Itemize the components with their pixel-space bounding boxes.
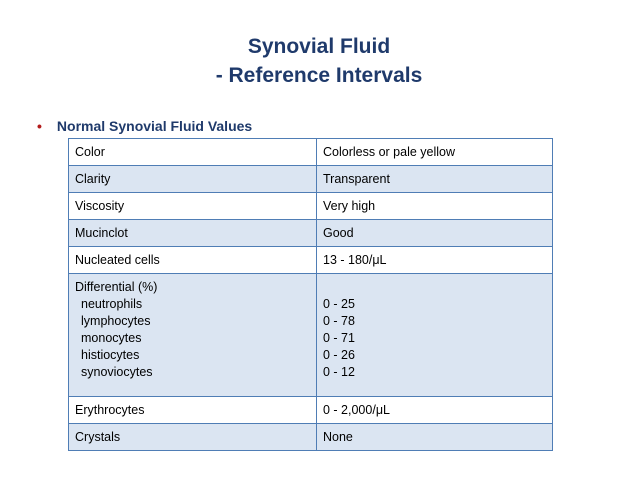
differential-item-label: neutrophils [81, 297, 143, 311]
row-label: Mucinclot [69, 220, 317, 247]
row-label: Nucleated cells [69, 247, 317, 274]
row-label: Erythrocytes [69, 397, 317, 424]
differential-item-value: 0 - 12 [323, 365, 355, 379]
differential-item-value: 0 - 78 [323, 314, 355, 328]
row-value: None [317, 424, 553, 451]
differential-item-value: 0 - 26 [323, 348, 355, 362]
table-row [69, 139, 553, 166]
bullet-icon: • [37, 118, 42, 134]
row-value: Transparent [317, 166, 553, 193]
differential-heading: Differential (%) [75, 280, 158, 294]
differential-item-label: lymphocytes [81, 314, 151, 328]
reference-table [68, 138, 553, 451]
differential-item-label: monocytes [81, 331, 142, 345]
row-value: Colorless or pale yellow [317, 139, 553, 166]
differential-item-label: synoviocytes [81, 365, 153, 379]
row-value: Very high [317, 193, 553, 220]
row-label: Crystals [69, 424, 317, 451]
table-row [69, 193, 553, 220]
table-row-differential [69, 274, 553, 397]
bullet-heading [37, 118, 252, 134]
differential-item-value: 0 - 25 [323, 297, 355, 311]
page-subtitle: - Reference Intervals [215, 64, 423, 87]
bullet-heading-text: Normal Synovial Fluid Values [56, 118, 253, 134]
page-title: Synovial Fluid [247, 35, 391, 58]
row-label: Color [69, 139, 317, 166]
row-label: Viscosity [69, 193, 317, 220]
table-row [69, 247, 553, 274]
table-row [69, 166, 553, 193]
table-row [69, 220, 553, 247]
differential-labels [69, 274, 317, 397]
table-row [69, 397, 553, 424]
row-label: Clarity [69, 166, 317, 193]
row-value: 13 - 180/μL [317, 247, 553, 274]
row-value: Good [317, 220, 553, 247]
table-row [69, 424, 553, 451]
differential-values [317, 274, 553, 397]
differential-item-label: histiocytes [81, 348, 140, 362]
differential-item-value: 0 - 71 [323, 331, 355, 345]
row-value: 0 - 2,000/μL [317, 397, 553, 424]
